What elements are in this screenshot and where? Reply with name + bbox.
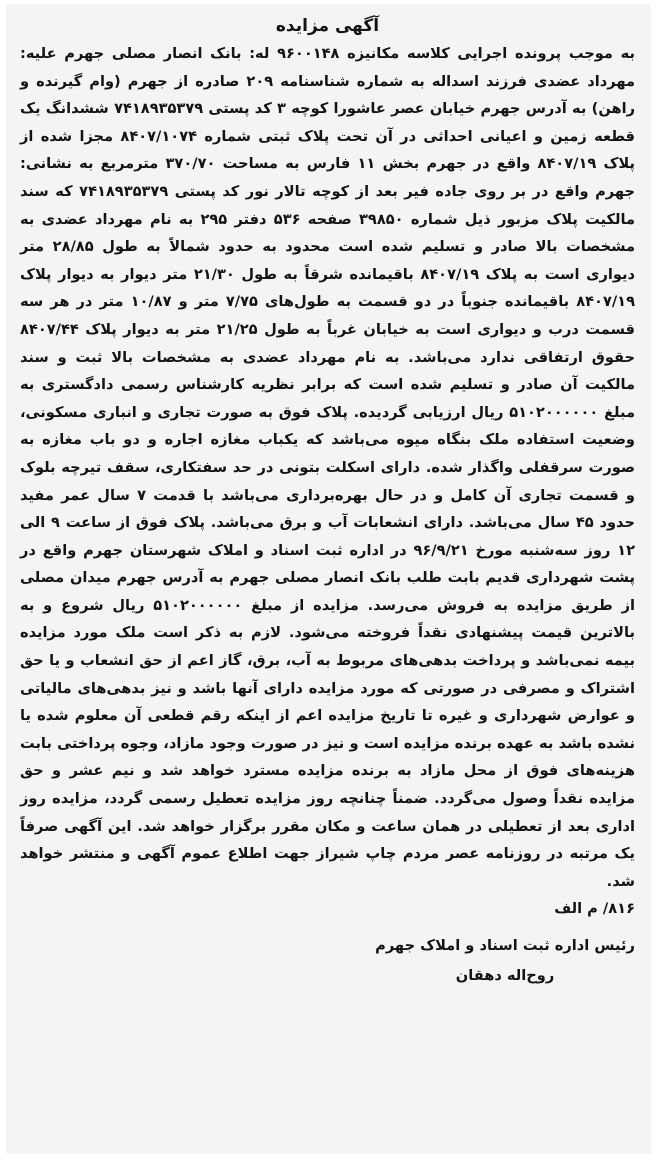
notice-reference: ۸۱۶/ م الف [554,900,635,918]
notice-title: آگهی مزایده [275,16,380,36]
signature-block [375,931,635,991]
signature-position: رئیس اداره ثبت اسناد و املاک جهرم [375,937,635,955]
notice-body: به موجب پرونده اجرایی کلاسه مکانیزه ۹۶۰۰۱۴۸ له: بانک انصار مصلی جهرم علیه: مهرداد عضدی فرزند اسداله به شماره شناسنامه ۲۰۹ صادره از جهرم (وام گیرنده و راهن) به آدرس جهرم خیابان عصر عاشورا کوچه ۳ کد پستی ۷۴۱۸۹۳۵۳۷۹ ششدانگ یک قطعه زمین و اعیانی احداثی در آن تحت پلاک ثبتی شماره ۸۴۰۷/۱۰۷۴ مجزا شده از پلاک ۸۴۰۷/۱۹ واقع در جهرم بخش ۱۱ فارس به مساحت ۳۷۰/۷۰ مترمربع به نشانی: جهرم واقع در بر روی جاده فیر بعد از کوچه تالار نور کد پستی ۷۴۱۸۹۳۵۳۷۹ که سند مالکیت پلاک مزبور ذیل شماره ۳۹۸۵۰ صفحه ۵۳۶ دفتر ۲۹۵ به نام مهرداد عضدی به مشخصات بالا صادر و تسلیم شده است محدود به حدود شمالاً به طول ۲۸/۸۵ متر دیواری است به پلاک ۸۴۰۷/۱۹ باقیمانده شرقاً به طول ۲۱/۳۰ متر دیوار به دیوار پلاک ۸۴۰۷/۱۹ باقیمانده جنوباً در دو قسمت به طول‌های ۷/۷۵ متر و ۱۰/۸۷ متر در هر سه قسمت درب و دیواری است به خیابان غرباً به طول ۲۱/۲۵ متر به دیوار پلاک ۸۴۰۷/۴۴ حقوق ارتفاقی ندارد می‌باشد. به نام مهرداد عضدی به مشخصات بالا ثبت و سند مالکیت آن صادر و تسلیم شده است که برابر نظریه کارشناس رسمی دادگستری به مبلغ ۵۱۰۲۰۰۰۰۰۰ ریال ارزیابی گردیده. پلاک فوق به صورت تجاری و انباری مسکونی، وضعیت استفاده ملک بنگاه میوه می‌باشد که یکباب مغازه اجاره و دو باب مغازه به صورت سرقفلی واگذار شده. دارای اسکلت بتونی در حد سفتکاری، سقف تیرچه بلوک و قسمت تجاری آن کامل و در حال بهره‌برداری می‌باشد با قدمت ۷ سال عمر مفید حدود ۴۵ سال می‌باشد. دارای انشعابات آب و برق می‌باشد. پلاک فوق از ساعت ۹ الی ۱۲ روز سه‌شنبه مورخ ۹۶/۹/۲۱ در اداره ثبت اسناد و املاک شهرستان جهرم واقع در پشت شهرداری قدیم بابت طلب بانک انصار مصلی جهرم به آدرس جهرم میدان مصلی از طریق مزایده به فروش می‌رسد. مزایده از مبلغ ۵۱۰۲۰۰۰۰۰۰ ریال شروع و به بالاترین قیمت پیشنهادی نقداً فروخته می‌شود. لازم به ذکر است ملک مورد مزایده بیمه نمی‌باشد و پرداخت بدهی‌های مربوط به آب، برق، گاز اعم از حق انشعاب و یا حق اشتراک و مصرفی در صورتی که مورد مزایده دارای آنها باشد و نیز بدهی‌های مالیاتی و عوارض شهرداری و غیره تا تاریخ مزایده اعم از اینکه رقم قطعی آن معلوم شده یا نشده باشد به عهده برنده مزایده است و نیز در صورت وجود مازاد، وجوه پرداختی بابت هزینه‌های فوق از محل مازاد به برنده مزایده مسترد خواهد شد و نیم عشر و حق مزایده نقداً وصول می‌گردد. ضمناً چنانچه روز مزایده تعطیل رسمی گردد، مزایده روز اداری بعد از تعطیلی در همان ساعت و مکان مقرر برگزار خواهد شد. این آگهی صرفاً یک مرتبه در روزنامه عصر مردم چاپ شیراز جهت اطلاع عموم آگهی و منتشر خواهد شد. [20,45,636,890]
auction-notice [6,4,651,1154]
signature-name: روح‌اله دهقان [455,967,555,985]
